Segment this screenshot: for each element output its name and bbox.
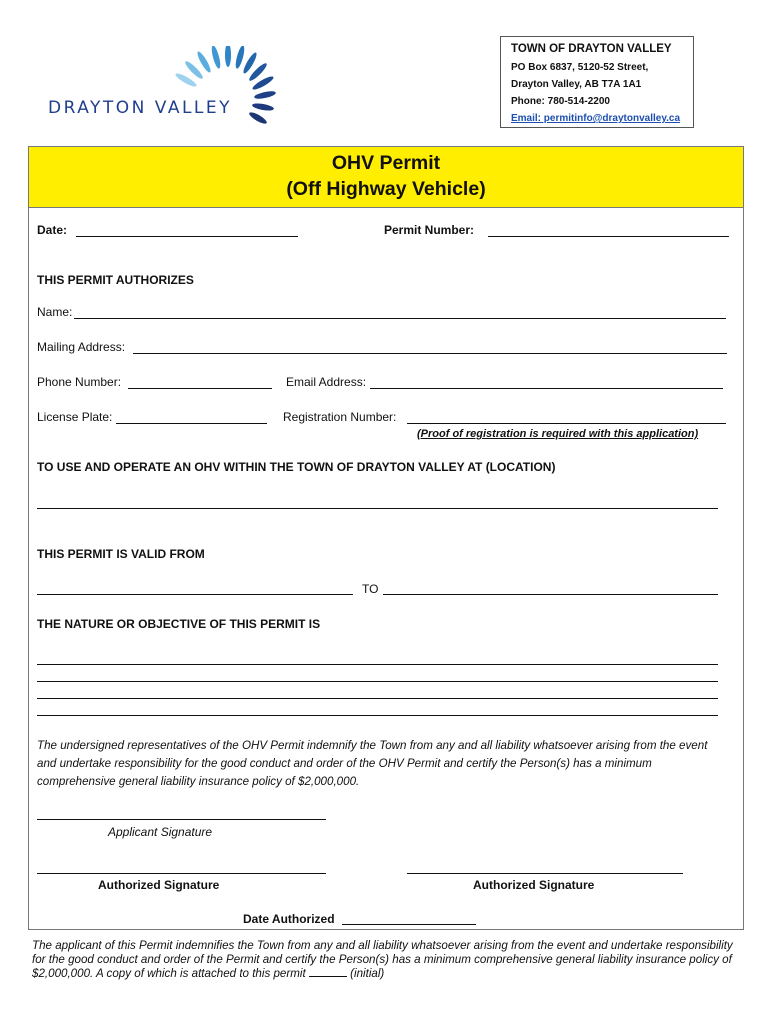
permit-number-label: Permit Number: xyxy=(384,223,475,237)
mailing-address-field[interactable] xyxy=(133,353,727,354)
logo-wordmark: DRAYTON VALLEY xyxy=(48,98,233,118)
valid-from-field[interactable] xyxy=(37,594,353,595)
registration-note: (Proof of registration is required with this application) xyxy=(417,428,699,440)
email-link[interactable]: Email: permitinfo@draytonvalley.ca xyxy=(511,113,681,124)
permit-number-field[interactable] xyxy=(488,236,729,237)
contact-info-box xyxy=(500,36,694,128)
nature-line-4[interactable] xyxy=(37,715,718,716)
name-label: Name: xyxy=(37,305,73,319)
valid-from-heading: THIS PERMIT IS VALID FROM xyxy=(37,547,205,561)
form-subtitle: (Off Highway Vehicle) xyxy=(286,178,486,200)
date-label: Date: xyxy=(37,223,68,237)
phone-number-field[interactable] xyxy=(128,388,272,389)
date-authorized-field[interactable] xyxy=(342,924,476,925)
authorizes-heading: THIS PERMIT AUTHORIZES xyxy=(37,273,194,287)
authorized-signature-right-label: Authorized Signature xyxy=(473,878,595,892)
phone-number-label: Phone Number: xyxy=(37,375,122,389)
footer-note xyxy=(32,939,740,981)
license-plate-label: License Plate: xyxy=(37,410,113,424)
license-plate-field[interactable] xyxy=(116,423,267,424)
org-name: TOWN OF DRAYTON VALLEY xyxy=(511,43,672,55)
form-frame xyxy=(28,146,744,930)
phone-text: Phone: 780-514-2200 xyxy=(511,96,610,107)
indemnity-paragraph: The undersigned representatives of the OHV Permit indemnify the Town from any and all liability whatsoever arising from the event and undertake responsibility for the good conduct and order of the OHV Permit and certify the Person(s) has a minimum comprehensive general liability insurance policy of $2,000,000. xyxy=(37,739,708,788)
mailing-address-label: Mailing Address: xyxy=(37,340,126,354)
authorized-signature-right-field[interactable] xyxy=(407,873,683,874)
location-heading: TO USE AND OPERATE AN OHV WITHIN THE TOWN OF DRAYTON VALLEY AT (LOCATION) xyxy=(37,460,556,474)
initial-field[interactable] xyxy=(309,966,347,977)
date-field[interactable] xyxy=(76,236,298,237)
authorized-signature-left-field[interactable] xyxy=(37,873,326,874)
name-field[interactable] xyxy=(74,318,726,319)
registration-number-field[interactable] xyxy=(407,423,726,424)
form-title: OHV Permit xyxy=(331,152,441,174)
applicant-signature-label: Applicant Signature xyxy=(108,825,213,839)
title-banner xyxy=(29,147,743,208)
to-label: TO xyxy=(362,582,379,596)
footer-text: The applicant of this Permit indemnifies the Town from any and all liability whatsoever arising from the event and undertake responsibility for the good conduct and order of the Permit and certify the Person(s) has a minimum comprehensive general liability insurance policy of $2,000,000. A copy of which is attached to this permit xyxy=(32,939,733,980)
nature-line-3[interactable] xyxy=(37,698,718,699)
address-line-1: PO Box 6837, 5120-52 Street, xyxy=(511,62,649,73)
initial-label: (initial) xyxy=(350,967,385,980)
nature-line-2[interactable] xyxy=(37,681,718,682)
address-line-2: Drayton Valley, AB T7A 1A1 xyxy=(511,79,642,90)
registration-number-label: Registration Number: xyxy=(283,410,397,424)
nature-line-1[interactable] xyxy=(37,664,718,665)
logo-sunburst-icon xyxy=(44,46,284,136)
valid-to-field[interactable] xyxy=(383,594,718,595)
authorized-signature-left-label: Authorized Signature xyxy=(98,878,220,892)
applicant-signature-field[interactable] xyxy=(37,819,326,820)
drayton-valley-logo xyxy=(44,46,284,136)
email-address-label: Email Address: xyxy=(286,375,367,389)
location-field[interactable] xyxy=(37,508,718,509)
email-address-field[interactable] xyxy=(370,388,723,389)
date-authorized-label: Date Authorized xyxy=(243,912,335,926)
nature-heading: THE NATURE OR OBJECTIVE OF THIS PERMIT IS xyxy=(37,617,321,631)
